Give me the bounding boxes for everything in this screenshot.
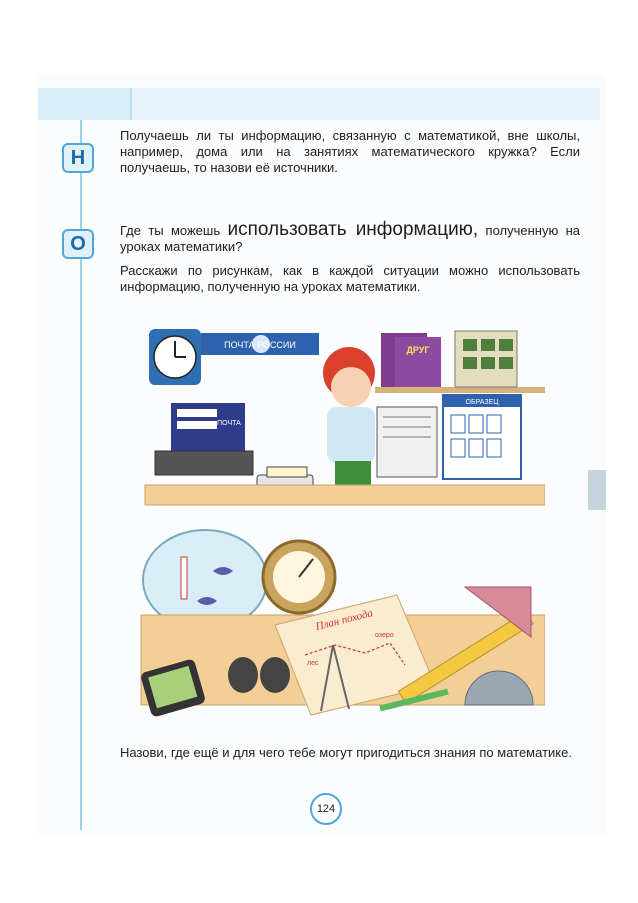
post-sign-label: ПОЧТА РОССИИ [224,340,296,350]
illustration [135,325,545,730]
sample-form [443,395,521,479]
map-mark-lake: озеро [375,632,394,639]
margin-line [80,120,82,830]
marker-o: О [62,229,94,259]
marker-n: Н [62,143,94,173]
page-number: 124 [310,793,342,825]
question-o-emphasis: использовать информацию, [227,219,479,240]
question-n-text: Получаешь ли ты информацию, связанную с математикой, вне школы, например, дома или на занятиях математического кружка? Если получаешь, то назови её источники. [120,128,580,175]
question-o-part2: полученную на уроках математики? [120,223,580,254]
header-band-inner [130,88,600,120]
post-box-label: ПОЧТА [217,420,241,427]
post-sign [201,333,319,355]
map-title: План похода [314,607,375,633]
post-box [155,403,253,475]
newspaper-stack [377,407,437,477]
counter [145,485,545,505]
question-o-text [120,219,580,255]
magazine-stack [381,333,441,387]
sample-form-label: ОБРАЗЕЦ [465,399,499,406]
stamps-board [455,331,517,387]
side-tab [588,470,606,510]
magazine-title: ДРУГ [406,345,430,355]
clock-icon [149,329,201,385]
map-mark-forest: лес [307,660,319,667]
barometer-icon [263,541,335,613]
question-o-part1: Где ты можешь [120,223,228,238]
task-text: Расскажи по рисункам, как в каждой ситуации можно использовать информацию, полученную на уроках математики. [120,263,580,294]
postal-worker [323,347,375,485]
closing-question: Назови, где ещё и для чего тебе могут пригодиться знания по математике. [120,745,572,760]
shelf [375,387,545,393]
